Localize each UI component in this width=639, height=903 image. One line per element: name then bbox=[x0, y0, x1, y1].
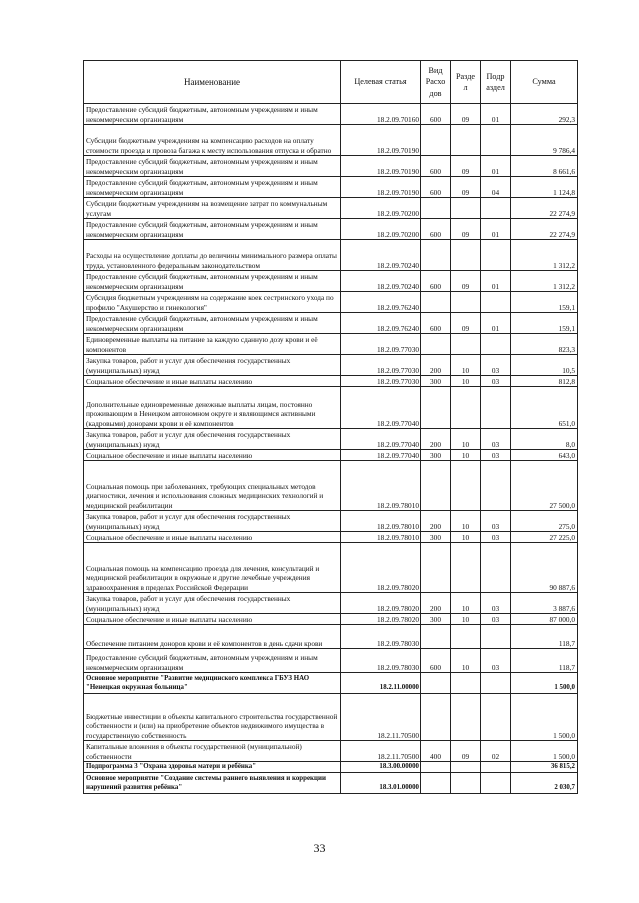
row-section bbox=[451, 387, 481, 429]
row-name: Дополнительные единовременные денежные выплаты лицам, постоянно проживающим в Ненецком автономном округе и являющимся активными (кадровыми) донорами крови и её компонентов bbox=[84, 387, 341, 429]
header-row bbox=[84, 61, 578, 104]
row-target-code: 18.2.11.70500 bbox=[341, 694, 421, 741]
row-expense-type bbox=[421, 673, 451, 694]
row-subsection bbox=[481, 292, 511, 313]
row-expense-type: 600 bbox=[421, 156, 451, 177]
row-target-code: 18.2.09.78020 bbox=[341, 593, 421, 614]
row-expense-type: 200 bbox=[421, 429, 451, 450]
header-target: Целевая статья bbox=[341, 61, 421, 104]
row-target-code: 18.2.09.78030 bbox=[341, 625, 421, 649]
row-name: Бюджетные инвестиции в объекты капитального строительства государственной собственности и (или) на приобретение объектов недвижимого имущества в государственную собственность bbox=[84, 694, 341, 741]
row-target-code: 18.2.09.78020 bbox=[341, 543, 421, 593]
row-target-code: 18.2.09.76240 bbox=[341, 292, 421, 313]
table-row bbox=[84, 511, 578, 532]
row-sum: 1 500,0 bbox=[511, 694, 578, 741]
row-name: Предоставление субсидий бюджетным, автономным учреждениям и иным некоммерческим организациям bbox=[84, 219, 341, 240]
row-target-code: 18.2.11.70500 bbox=[341, 741, 421, 762]
row-section bbox=[451, 240, 481, 271]
row-name: Закупка товаров, работ и услуг для обеспечения государственных (муниципальных) нужд bbox=[84, 593, 341, 614]
row-sum: 36 815,2 bbox=[511, 762, 578, 773]
row-expense-type bbox=[421, 543, 451, 593]
row-name: Социальное обеспечение и иные выплаты населению bbox=[84, 614, 341, 625]
row-expense-type bbox=[421, 292, 451, 313]
row-expense-type: 600 bbox=[421, 271, 451, 292]
row-target-code: 18.2.09.70190 bbox=[341, 156, 421, 177]
row-expense-type: 600 bbox=[421, 104, 451, 125]
row-target-code: 18.2.09.77030 bbox=[341, 334, 421, 355]
table-row bbox=[84, 104, 578, 125]
row-target-code: 18.2.09.70200 bbox=[341, 219, 421, 240]
row-target-code: 18.2.09.70190 bbox=[341, 125, 421, 156]
row-name: Закупка товаров, работ и услуг для обеспечения государственных (муниципальных) нужд bbox=[84, 355, 341, 376]
row-sum: 275,0 bbox=[511, 511, 578, 532]
row-name: Основное мероприятие "Создание системы раннего выявления и коррекции нарушений развития ребёнка" bbox=[84, 773, 341, 794]
row-section: 10 bbox=[451, 649, 481, 673]
row-expense-type: 600 bbox=[421, 313, 451, 334]
row-section bbox=[451, 762, 481, 773]
row-section: 09 bbox=[451, 271, 481, 292]
row-subsection: 03 bbox=[481, 532, 511, 543]
row-subsection bbox=[481, 543, 511, 593]
row-subsection: 03 bbox=[481, 649, 511, 673]
row-subsection: 03 bbox=[481, 429, 511, 450]
row-section bbox=[451, 625, 481, 649]
row-name: Предоставление субсидий бюджетным, автономным учреждениям и иным некоммерческим организациям bbox=[84, 649, 341, 673]
row-section: 10 bbox=[451, 450, 481, 461]
row-expense-type bbox=[421, 625, 451, 649]
table-row bbox=[84, 219, 578, 240]
row-sum: 1 500,0 bbox=[511, 741, 578, 762]
row-sum: 812,8 bbox=[511, 376, 578, 387]
row-sum: 1 312,2 bbox=[511, 271, 578, 292]
table-row bbox=[84, 673, 578, 694]
header-expense-type: Вид Расхо дов bbox=[421, 61, 451, 104]
row-section: 10 bbox=[451, 429, 481, 450]
budget-table bbox=[83, 60, 578, 794]
table-row bbox=[84, 387, 578, 429]
table-row bbox=[84, 429, 578, 450]
row-name: Субсидии бюджетным учреждениям на компенсацию расходов на оплату стоимости проезда и провоза багажа к месту использования отпуска и обратно bbox=[84, 125, 341, 156]
row-target-code: 18.2.09.77040 bbox=[341, 450, 421, 461]
row-name: Предоставление субсидий бюджетным, автономным учреждениям и иным некоммерческим организациям bbox=[84, 271, 341, 292]
row-section bbox=[451, 543, 481, 593]
row-section: 09 bbox=[451, 741, 481, 762]
row-subsection bbox=[481, 334, 511, 355]
row-sum: 22 274,9 bbox=[511, 219, 578, 240]
table-row bbox=[84, 271, 578, 292]
row-expense-type: 300 bbox=[421, 614, 451, 625]
row-target-code: 18.2.09.77040 bbox=[341, 387, 421, 429]
row-subsection: 01 bbox=[481, 271, 511, 292]
row-expense-type bbox=[421, 762, 451, 773]
row-target-code: 18.2.09.70160 bbox=[341, 104, 421, 125]
table-row bbox=[84, 543, 578, 593]
table-row bbox=[84, 614, 578, 625]
row-name: Предоставление субсидий бюджетным, автономным учреждениям и иным некоммерческим организациям bbox=[84, 156, 341, 177]
row-sum: 8 661,6 bbox=[511, 156, 578, 177]
row-name: Капитальные вложения в объекты государственной (муниципальной) собственности bbox=[84, 741, 341, 762]
row-subsection: 01 bbox=[481, 219, 511, 240]
row-section bbox=[451, 292, 481, 313]
row-expense-type: 300 bbox=[421, 450, 451, 461]
row-section: 09 bbox=[451, 156, 481, 177]
row-name: Предоставление субсидий бюджетным, автономным учреждениям и иным некоммерческим организациям bbox=[84, 104, 341, 125]
row-subsection bbox=[481, 461, 511, 511]
row-target-code: 18.2.09.70190 bbox=[341, 177, 421, 198]
row-subsection bbox=[481, 125, 511, 156]
row-target-code: 18.3.01.00000 bbox=[341, 773, 421, 794]
row-sum: 159,1 bbox=[511, 292, 578, 313]
row-subsection bbox=[481, 198, 511, 219]
row-sum: 2 030,7 bbox=[511, 773, 578, 794]
row-name: Субсидия бюджетным учреждениям на содержание коек сестринского ухода по профилю "Акушерство и гинекология" bbox=[84, 292, 341, 313]
row-sum: 118,7 bbox=[511, 649, 578, 673]
row-expense-type bbox=[421, 461, 451, 511]
table-row bbox=[84, 198, 578, 219]
row-name: Социальная помощь при заболеваниях, требующих специальных методов диагностики, лечения и использования сложных медицинских технологий и медицинской реабилитации bbox=[84, 461, 341, 511]
row-name: Основное мероприятие "Развитие медицинского комплекса ГБУЗ НАО "Ненецкая окружная больница" bbox=[84, 673, 341, 694]
row-subsection bbox=[481, 387, 511, 429]
row-name: Закупка товаров, работ и услуг для обеспечения государственных (муниципальных) нужд bbox=[84, 511, 341, 532]
row-name: Субсидии бюджетным учреждениям на возмещение затрат по коммунальным услугам bbox=[84, 198, 341, 219]
row-expense-type bbox=[421, 334, 451, 355]
table-row bbox=[84, 450, 578, 461]
row-subsection: 03 bbox=[481, 511, 511, 532]
table-row bbox=[84, 156, 578, 177]
table-row bbox=[84, 376, 578, 387]
row-expense-type: 200 bbox=[421, 355, 451, 376]
row-section: 10 bbox=[451, 532, 481, 543]
row-section bbox=[451, 461, 481, 511]
row-name: Социальное обеспечение и иные выплаты населению bbox=[84, 450, 341, 461]
row-name: Обеспечение питанием доноров крови и её компонентов в день сдачи крови bbox=[84, 625, 341, 649]
table-row bbox=[84, 593, 578, 614]
row-name: Социальное обеспечение и иные выплаты населению bbox=[84, 376, 341, 387]
row-sum: 159,1 bbox=[511, 313, 578, 334]
row-expense-type: 600 bbox=[421, 177, 451, 198]
row-target-code: 18.2.09.70240 bbox=[341, 271, 421, 292]
row-section bbox=[451, 694, 481, 741]
row-sum: 643,0 bbox=[511, 450, 578, 461]
row-name: Расходы на осуществление доплаты до величины минимального размера оплаты труда, установленного федеральным законодательством bbox=[84, 240, 341, 271]
row-subsection: 03 bbox=[481, 376, 511, 387]
row-expense-type bbox=[421, 773, 451, 794]
row-target-code: 18.2.09.70200 bbox=[341, 198, 421, 219]
row-section: 10 bbox=[451, 593, 481, 614]
row-sum: 3 887,6 bbox=[511, 593, 578, 614]
row-section: 09 bbox=[451, 313, 481, 334]
row-subsection: 03 bbox=[481, 593, 511, 614]
row-target-code: 18.2.09.76240 bbox=[341, 313, 421, 334]
row-name: Подпрограмма 3 "Охрана здоровья матери и ребёнка" bbox=[84, 762, 341, 773]
table-row bbox=[84, 625, 578, 649]
table-row bbox=[84, 125, 578, 156]
row-sum: 1 500,0 bbox=[511, 673, 578, 694]
row-sum: 292,3 bbox=[511, 104, 578, 125]
row-sum: 651,0 bbox=[511, 387, 578, 429]
row-section bbox=[451, 198, 481, 219]
row-subsection bbox=[481, 625, 511, 649]
row-sum: 823,3 bbox=[511, 334, 578, 355]
row-expense-type bbox=[421, 387, 451, 429]
row-name: Закупка товаров, работ и услуг для обеспечения государственных (муниципальных) нужд bbox=[84, 429, 341, 450]
row-subsection bbox=[481, 762, 511, 773]
row-section: 10 bbox=[451, 511, 481, 532]
row-subsection bbox=[481, 240, 511, 271]
row-section: 10 bbox=[451, 376, 481, 387]
row-expense-type bbox=[421, 240, 451, 271]
table-row bbox=[84, 355, 578, 376]
row-sum: 27 225,0 bbox=[511, 532, 578, 543]
row-name: Единовременные выплаты на питание за каждую сданную дозу крови и её компонентов bbox=[84, 334, 341, 355]
table-row bbox=[84, 292, 578, 313]
row-subsection bbox=[481, 673, 511, 694]
header-subsection: Подр аздел bbox=[481, 61, 511, 104]
row-section: 09 bbox=[451, 219, 481, 240]
table-row bbox=[84, 694, 578, 741]
row-target-code: 18.2.11.00000 bbox=[341, 673, 421, 694]
row-section: 09 bbox=[451, 104, 481, 125]
row-expense-type bbox=[421, 198, 451, 219]
row-expense-type bbox=[421, 125, 451, 156]
row-expense-type: 300 bbox=[421, 532, 451, 543]
row-subsection: 04 bbox=[481, 177, 511, 198]
row-target-code: 18.3.00.00000 bbox=[341, 762, 421, 773]
row-name: Предоставление субсидий бюджетным, автономным учреждениям и иным некоммерческим организациям bbox=[84, 177, 341, 198]
row-sum: 90 887,6 bbox=[511, 543, 578, 593]
table-row bbox=[84, 532, 578, 543]
row-name: Социальная помощь на компенсацию проезда для лечения, консультаций и медицинской реабилитации в окружные и другие лечебные учреждения здравоохранения в пределах Российской Федерации bbox=[84, 543, 341, 593]
table-row bbox=[84, 461, 578, 511]
table-row bbox=[84, 240, 578, 271]
header-sum: Сумма bbox=[511, 61, 578, 104]
row-target-code: 18.2.09.77040 bbox=[341, 429, 421, 450]
row-sum: 9 786,4 bbox=[511, 125, 578, 156]
row-subsection bbox=[481, 694, 511, 741]
row-name: Предоставление субсидий бюджетным, автономным учреждениям и иным некоммерческим организациям bbox=[84, 313, 341, 334]
row-target-code: 18.2.09.78010 bbox=[341, 461, 421, 511]
table-row bbox=[84, 313, 578, 334]
row-sum: 87 000,0 bbox=[511, 614, 578, 625]
row-name: Социальное обеспечение и иные выплаты населению bbox=[84, 532, 341, 543]
table-row bbox=[84, 762, 578, 773]
row-section: 09 bbox=[451, 177, 481, 198]
row-target-code: 18.2.09.70240 bbox=[341, 240, 421, 271]
row-section bbox=[451, 334, 481, 355]
row-subsection: 01 bbox=[481, 313, 511, 334]
row-expense-type: 600 bbox=[421, 649, 451, 673]
row-subsection: 02 bbox=[481, 741, 511, 762]
row-target-code: 18.2.09.77030 bbox=[341, 376, 421, 387]
row-expense-type: 400 bbox=[421, 741, 451, 762]
row-expense-type: 200 bbox=[421, 593, 451, 614]
row-section bbox=[451, 125, 481, 156]
row-target-code: 18.2.09.78020 bbox=[341, 614, 421, 625]
header-name: Наименование bbox=[84, 61, 341, 104]
row-target-code: 18.2.09.77030 bbox=[341, 355, 421, 376]
row-sum: 27 500,0 bbox=[511, 461, 578, 511]
row-section: 10 bbox=[451, 355, 481, 376]
row-expense-type: 200 bbox=[421, 511, 451, 532]
page-number: 33 bbox=[313, 841, 326, 855]
row-sum: 1 124,8 bbox=[511, 177, 578, 198]
row-section bbox=[451, 673, 481, 694]
table-row bbox=[84, 334, 578, 355]
header-section: Разде л bbox=[451, 61, 481, 104]
table-row bbox=[84, 773, 578, 794]
row-subsection: 01 bbox=[481, 156, 511, 177]
table-row bbox=[84, 177, 578, 198]
row-section bbox=[451, 773, 481, 794]
row-section: 10 bbox=[451, 614, 481, 625]
table-row bbox=[84, 741, 578, 762]
row-target-code: 18.2.09.78030 bbox=[341, 649, 421, 673]
row-subsection: 01 bbox=[481, 104, 511, 125]
row-subsection bbox=[481, 773, 511, 794]
row-sum: 1 312,2 bbox=[511, 240, 578, 271]
row-expense-type bbox=[421, 694, 451, 741]
row-sum: 118,7 bbox=[511, 625, 578, 649]
row-expense-type: 600 bbox=[421, 219, 451, 240]
row-expense-type: 300 bbox=[421, 376, 451, 387]
row-target-code: 18.2.09.78010 bbox=[341, 532, 421, 543]
row-subsection: 03 bbox=[481, 355, 511, 376]
row-sum: 10,5 bbox=[511, 355, 578, 376]
row-subsection: 03 bbox=[481, 614, 511, 625]
table-row bbox=[84, 649, 578, 673]
row-sum: 8,0 bbox=[511, 429, 578, 450]
row-subsection: 03 bbox=[481, 450, 511, 461]
row-sum: 22 274,9 bbox=[511, 198, 578, 219]
row-target-code: 18.2.09.78010 bbox=[341, 511, 421, 532]
